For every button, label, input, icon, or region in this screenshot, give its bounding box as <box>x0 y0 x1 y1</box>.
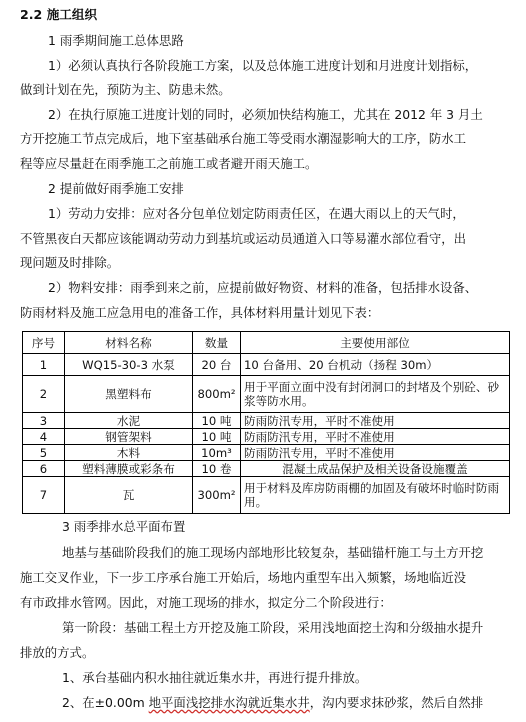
subheading-drainage-layout: 3 雨季排水总平面布置 <box>62 519 186 534</box>
paragraph-line: 做到计划在先，预防为主、防患未然。 <box>20 82 231 97</box>
cell-name: WQ15-30-3 水泵 <box>65 354 193 376</box>
paragraph-line: 不管黑夜白天都应该能调动劳动力到基坑或运动员通道入口等易灌水部位看守，出 <box>20 231 467 246</box>
subheading-early-arrangement: 2 提前做好雨季施工安排 <box>48 181 184 196</box>
table-row <box>23 376 510 413</box>
spellcheck-underlined-text: 地平面浅挖排水沟就近集水井 <box>148 695 310 710</box>
cell-use: 10 台备用、20 台机动（扬程 30m） <box>241 354 510 376</box>
cell-no: 2 <box>23 376 65 413</box>
paragraph-line: 第一阶段：基础工程土方开挖及施工阶段，采用浅地面挖土沟和分级抽水提升 <box>62 620 484 635</box>
table-header-row <box>23 332 510 354</box>
table-row <box>23 429 510 445</box>
cell-qty: 20 台 <box>193 354 241 376</box>
paragraph-line: 1）必须认真执行各阶段施工方案，以及总体施工进度计划和月进度计划指标， <box>48 58 478 73</box>
cell-qty: 10 卷 <box>193 461 241 477</box>
header-cell: 主要使用部位 <box>241 332 510 354</box>
paragraph-line: 程等应尽量赶在雨季施工之前施工或者避开雨天施工。 <box>20 156 318 171</box>
table-row <box>23 413 510 429</box>
header-cell: 材料名称 <box>65 332 193 354</box>
cell-use: 防雨防汛专用，平时不准使用 <box>241 413 510 429</box>
paragraph-line: 1）劳动力安排：应对各分包单位划定防雨责任区，在遇大雨以上的天气时， <box>48 206 465 221</box>
section-heading: 2.2 施工组织 <box>20 7 98 22</box>
header-cell: 数量 <box>193 332 241 354</box>
paragraph-line: 1、承台基础内积水抽往就近集水井，再进行提升排放。 <box>62 670 368 685</box>
cell-name: 瓦 <box>65 477 193 514</box>
cell-qty: 10 吨 <box>193 429 241 445</box>
cell-name: 塑料薄膜或彩条布 <box>65 461 193 477</box>
paragraph-line: 施工交叉作业，下一步工序承台施工开始后，场地内重型车出入频繁，场地临近没 <box>20 570 467 585</box>
cell-name: 水泥 <box>65 413 193 429</box>
cell-no: 1 <box>23 354 65 376</box>
paragraph-line: 2）在执行原施工进度计划的同时，必须加快结构施工，尤其在 2012 年 3 月土 <box>48 107 483 122</box>
paragraph-line: 有市政排水管网。因此，对施工现场的排水，拟定分二个阶段进行： <box>20 595 392 610</box>
paragraph-line: 防雨材料及施工应急用电的准备工作，具体材料用量计划见下表： <box>20 305 380 320</box>
cell-qty: 300m² <box>193 477 241 514</box>
cell-no: 6 <box>23 461 65 477</box>
cell-name: 木料 <box>65 445 193 461</box>
cell-no: 4 <box>23 429 65 445</box>
cell-no: 5 <box>23 445 65 461</box>
table-row <box>23 354 510 376</box>
materials-table <box>22 331 510 514</box>
table-row <box>23 445 510 461</box>
paragraph-line: 排放的方式。 <box>20 645 95 660</box>
cell-use: 用于平面立面中没有封闭洞口的封堵及个别砼、砂浆等防水用。 <box>241 376 510 413</box>
cell-qty: 10 吨 <box>193 413 241 429</box>
cell-qty: 10m³ <box>193 445 241 461</box>
paragraph-line: 方开挖施工节点完成后，地下室基础承台施工等受雨水潮湿影响大的工序，防水工 <box>20 131 467 146</box>
paragraph-line: 2）物料安排：雨季到来之前，应提前做好物资、材料的准备，包括排水设备、 <box>48 280 478 295</box>
table-row <box>23 477 510 514</box>
cell-name: 黑塑料布 <box>65 376 193 413</box>
cell-qty: 800m² <box>193 376 241 413</box>
table-row <box>23 461 510 477</box>
header-cell: 序号 <box>23 332 65 354</box>
cell-use: 用于材料及库房防雨棚的加固及有破坏时临时防雨用。 <box>241 477 510 514</box>
cell-use: 防雨防汛专用，平时不准使用 <box>241 429 510 445</box>
text-span: ，沟内要求抹砂浆，然后自然排 <box>309 695 484 710</box>
cell-use: 混凝土成品保护及相关设备设施覆盖 <box>241 461 510 477</box>
paragraph-line: 地基与基础阶段我们的施工现场内部地形比较复杂，基础锚杆施工与土方开挖 <box>62 545 484 560</box>
subheading-rainy-season-approach: 1 雨季期间施工总体思路 <box>48 33 184 48</box>
paragraph-line: 现问题及时排除。 <box>20 255 120 270</box>
cell-use: 防雨防汛专用，平时不准使用 <box>241 445 510 461</box>
paragraph-line <box>62 695 483 711</box>
cell-no: 7 <box>23 477 65 514</box>
cell-name: 钢管架料 <box>65 429 193 445</box>
cell-no: 3 <box>23 413 65 429</box>
text-span: 2、在±0.00m <box>62 695 149 710</box>
